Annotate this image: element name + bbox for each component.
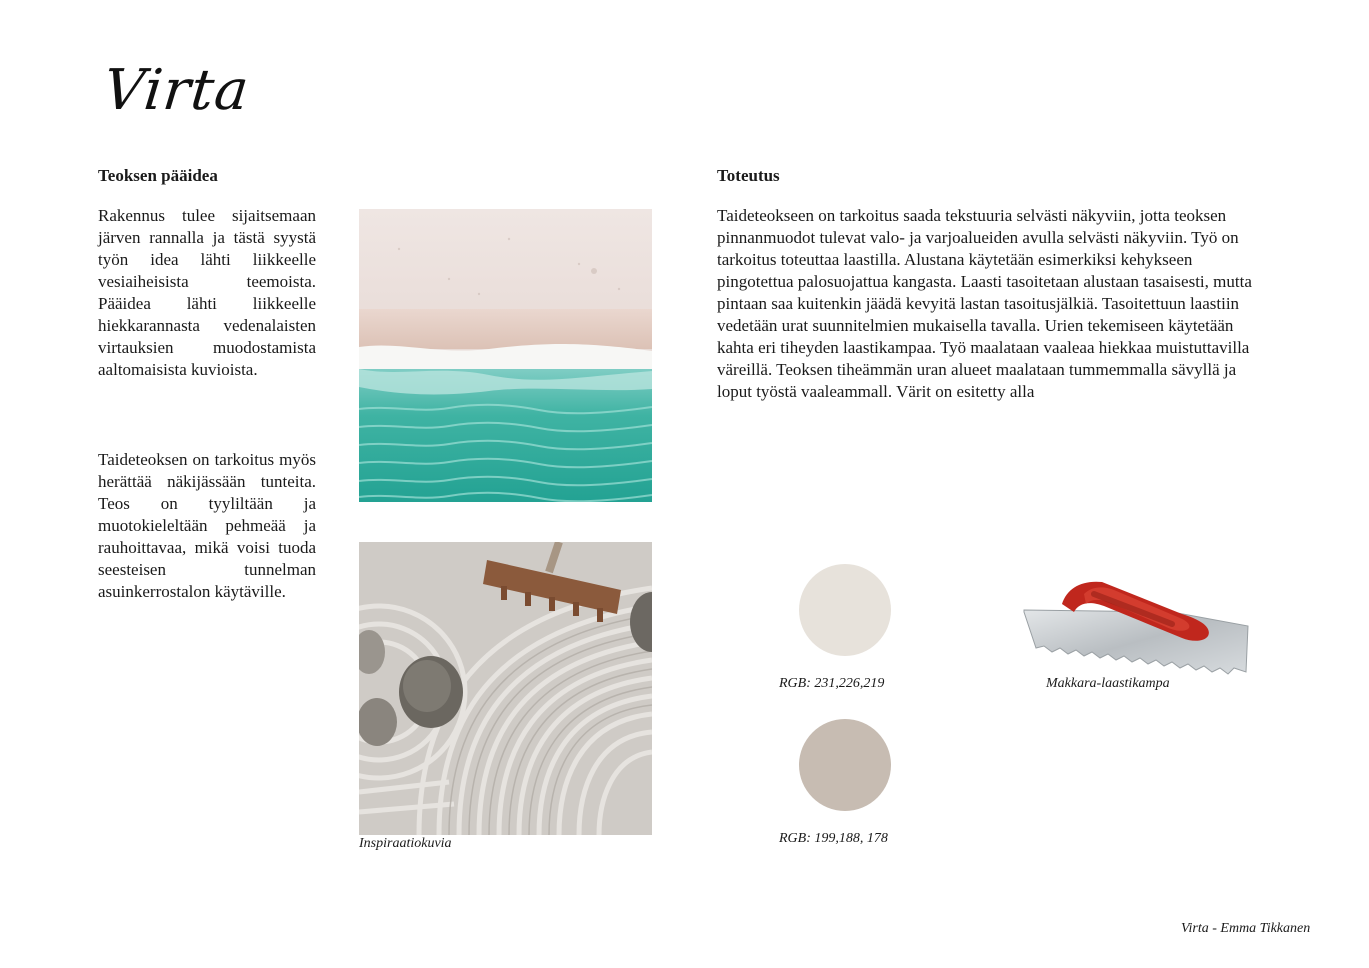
right-heading: Toteutus: [717, 166, 780, 185]
swatch-label-light: RGB: 231,226,219: [779, 676, 885, 691]
left-paragraph-2: Taideteoksen on tarkoitus myös herättää näkijässään tunteita. Teos on tyyliltään ja muotokieleltään pehmeää ja rauhoittavaa, mikä voisi tuoda seesteisen tunnelman asuinkerrostalon käytäville.: [98, 450, 316, 601]
right-paragraph: Taideteokseen on tarkoitus saada tekstuuria selvästi näkyviin, jotta teoksen pinnanmuodot tulevat valo- ja varjoalueiden avulla selvästi näkyviin. Työ on tarkoitus toteuttaa laastilla. Alustana käytetään esimerkiksi kehykseen pingotettua palosuojattua kangasta. Laasti tasoitetaan alustaan tasaisesti, mutta pintaan saa kuitenkin jäädä kevyitä lastan tasoitusjälkiä. Tasoitettuun laastiin vedetään urat suunnitelmien mukaisella tavalla. Urien tekemiseen käytetään kahta eri tiheyden laastikampaa. Työ maalataan vaaleaa hiekkaa muistuttavilla väreillä. Teoksen tiheämmän uran alueet maalataan tummemmalla sävyllä ja loput työstä vaaleammall. Värit on esitetty alla: [717, 206, 1252, 401]
page-title: Virta: [100, 58, 253, 123]
swatch-label-dark: RGB: 199,188, 178: [779, 831, 888, 846]
tool-label: Makkara-laastikampa: [1046, 676, 1170, 691]
beach-photo: [359, 209, 652, 502]
zen-garden-photo: [359, 542, 652, 835]
images-caption: Inspiraatiokuvia: [359, 836, 452, 851]
color-swatch-dark: [799, 719, 891, 811]
left-heading: Teoksen pääidea: [98, 166, 218, 185]
color-swatch-light: [799, 564, 891, 656]
left-paragraph-1: Rakennus tulee sijaitsemaan järven rannalla ja tästä syystä työn idea lähti liikkeelle vesiaiheisista teemoista. Pääidea lähti liikkeelle hiekkarannasta vedenalaisten virtauksien muodostamista aaltomaisista kuvioista.: [98, 206, 316, 379]
footer-credit: Virta - Emma Tikkanen: [1181, 921, 1311, 936]
notched-trowel-image: [1022, 572, 1250, 676]
